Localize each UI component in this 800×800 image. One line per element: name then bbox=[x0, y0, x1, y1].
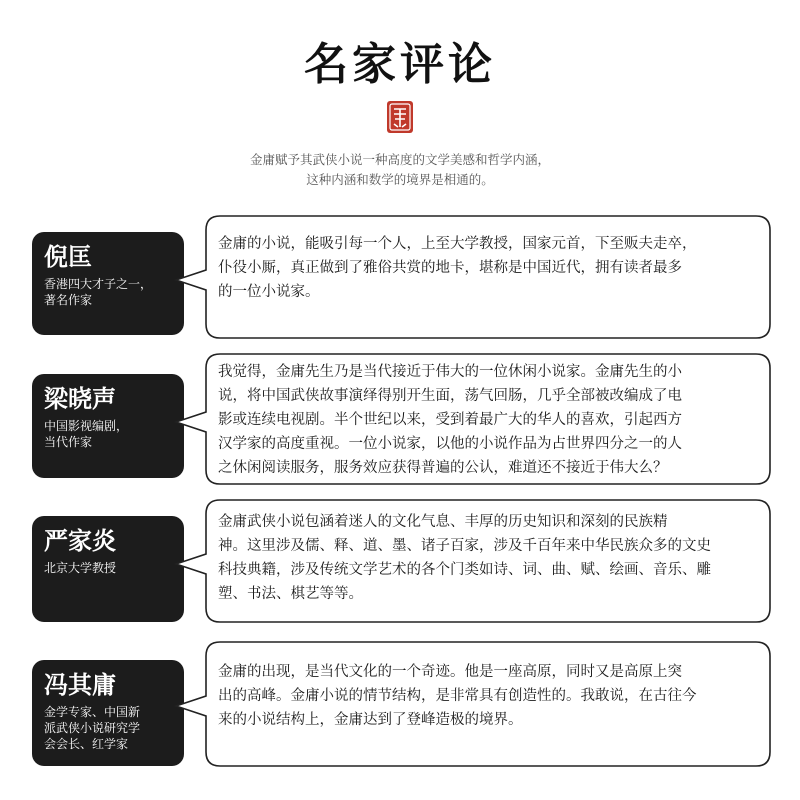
role-line: 当代作家 bbox=[44, 435, 93, 449]
reviewer-role bbox=[44, 560, 174, 576]
quote-line: 的一位小说家。 bbox=[218, 284, 320, 300]
role-line: 著名作家 bbox=[44, 293, 93, 307]
quote-line: 金庸的出现，是当代文化的一个奇迹。他是一座高原，同时又是高原上突 bbox=[218, 664, 682, 680]
quote-line: 仆役小厮，真正做到了雅俗共赏的地卡，堪称是中国近代，拥有读者最多 bbox=[218, 260, 682, 276]
quote-line: 金庸武侠小说包涵着迷人的文化气息、丰厚的历史知识和深刻的民族精 bbox=[218, 514, 668, 530]
review-card bbox=[26, 352, 776, 486]
quote-line: 塑、书法、棋艺等等。 bbox=[218, 586, 363, 602]
reviewer-name: 严家炎 bbox=[44, 526, 116, 555]
quote-line: 科技典籍，涉及传统文学艺术的各个门类如诗、词、曲、赋、绘画、音乐、雕 bbox=[218, 562, 711, 578]
seal-stamp-icon bbox=[386, 100, 414, 134]
role-line: 北京大学教授 bbox=[44, 561, 117, 575]
quote-line: 金庸的小说，能吸引每一个人，上至大学教授，国家元首，下至贩夫走卒， bbox=[218, 236, 697, 252]
role-line: 中国影视编剧， bbox=[44, 419, 129, 433]
reviewer-role bbox=[44, 418, 174, 450]
review-card bbox=[26, 640, 776, 768]
role-line: 金学专家、中国新 bbox=[44, 705, 141, 719]
reviewer-role bbox=[44, 276, 174, 308]
reviewer-name: 倪匡 bbox=[44, 242, 92, 271]
quote-line: 说，将中国武侠故事演绎得别开生面，荡气回肠，几乎全部被改编成了电 bbox=[218, 388, 682, 404]
quote-line: 出的高峰。金庸小说的情节结构，是非常具有创造性的。我敢说，在古往今 bbox=[218, 688, 697, 704]
quote-line: 影或连续电视剧。半个世纪以来，受到着最广大的华人的喜欢，引起西方 bbox=[218, 412, 682, 428]
reviewer-name: 梁晓声 bbox=[44, 384, 116, 413]
quote-line: 之休闲阅读服务，服务效应获得普遍的公认，难道还不接近于伟大么？ bbox=[218, 460, 668, 476]
reviewer-box bbox=[32, 374, 184, 478]
role-line: 香港四大才子之一， bbox=[44, 277, 153, 291]
review-card bbox=[26, 214, 776, 340]
quote-line: 来的小说结构上，金庸达到了登峰造极的境界。 bbox=[218, 712, 523, 728]
role-line: 会会长、红学家 bbox=[44, 737, 129, 751]
subtitle-line: 这种内涵和数学的境界是相通的。 bbox=[306, 172, 494, 187]
page-title: 名家评论 bbox=[304, 39, 496, 90]
quote-line: 神。这里涉及儒、释、道、墨、诸子百家，涉及千百年来中华民族众多的文史 bbox=[218, 538, 711, 554]
quote-text bbox=[218, 510, 766, 606]
reviewer-name: 冯其庸 bbox=[44, 670, 116, 699]
reviewer-box bbox=[32, 516, 184, 622]
subtitle bbox=[0, 150, 800, 190]
subtitle-line: 金庸赋予其武侠小说一种高度的文学美感和哲学内涵， bbox=[249, 152, 550, 167]
quote-line: 我觉得，金庸先生乃是当代接近于伟大的一位休闲小说家。金庸先生的小 bbox=[218, 364, 682, 380]
quote-text bbox=[218, 232, 766, 304]
role-line: 派武侠小说研究学 bbox=[44, 721, 141, 735]
quote-text bbox=[218, 660, 766, 732]
reviewer-box bbox=[32, 660, 184, 766]
quote-text bbox=[218, 360, 766, 480]
reviewer-box bbox=[32, 232, 184, 335]
reviewer-role bbox=[44, 704, 174, 752]
quote-line: 汉学家的高度重视。一位小说家，以他的小说作品为占世界四分之一的人 bbox=[218, 436, 682, 452]
review-card bbox=[26, 498, 776, 624]
